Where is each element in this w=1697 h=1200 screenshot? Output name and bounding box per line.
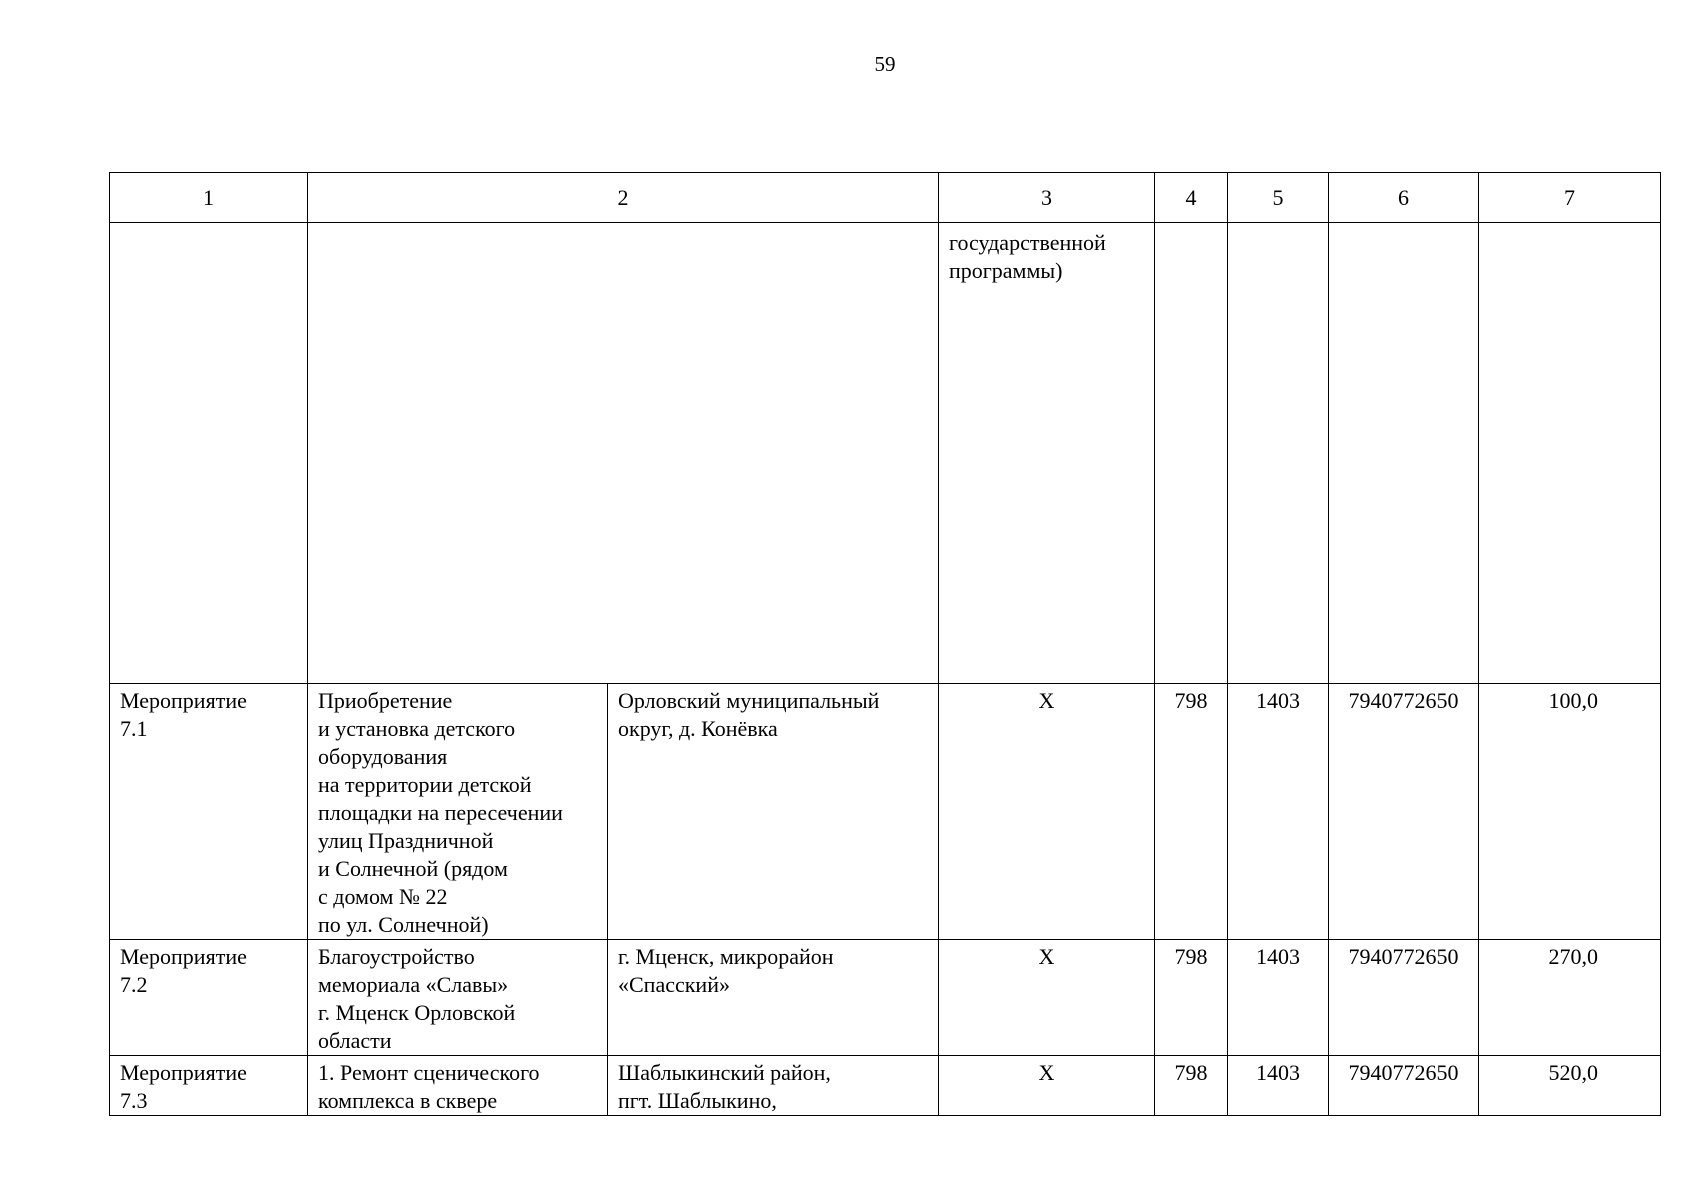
continuation-cell-2 (308, 223, 939, 684)
continuation-cell-1 (110, 223, 308, 684)
measure-col4: 798 (1155, 684, 1228, 940)
measure-description: 1. Ремонт сценического комплекса в сквере (308, 1056, 608, 1116)
measure-col6: 7940772650 (1329, 684, 1479, 940)
column-header-6: 6 (1329, 173, 1479, 223)
continuation-cell-5 (1228, 223, 1329, 684)
measure-col6: 7940772650 (1329, 1056, 1479, 1116)
measure-location: г. Мценск, микрорайон «Спасский» (608, 940, 939, 1056)
measure-col3: Х (939, 684, 1155, 940)
measure-description: Благоустройство мемориала «Славы» г. Мценск Орловской области (308, 940, 608, 1056)
measure-col7: 520,0 (1479, 1056, 1661, 1116)
page-number: 59 (874, 52, 896, 76)
measure-description: Приобретение и установка детского оборудования на территории детской площадки на пересечении улиц Праздничной и Солнечной (рядом с домом № 22 по ул. Солнечной) (308, 684, 608, 940)
measure-col5: 1403 (1228, 684, 1329, 940)
column-header-5: 5 (1228, 173, 1329, 223)
column-header-2: 2 (308, 173, 939, 223)
continuation-row (110, 223, 1661, 684)
continuation-cell-6 (1329, 223, 1479, 684)
measure-name: Мероприятие 7.3 (110, 1056, 308, 1116)
program-table (109, 172, 1661, 1116)
table-row (110, 684, 1661, 940)
measure-col6: 7940772650 (1329, 940, 1479, 1056)
measure-col3: Х (939, 940, 1155, 1056)
measure-col7: 100,0 (1479, 684, 1661, 940)
column-header-4: 4 (1155, 173, 1228, 223)
measure-col5: 1403 (1228, 1056, 1329, 1116)
continuation-cell-4 (1155, 223, 1228, 684)
continuation-cell-7 (1479, 223, 1661, 684)
measure-location: Орловский муниципальный округ, д. Конёвка (608, 684, 939, 940)
measure-name: Мероприятие 7.2 (110, 940, 308, 1056)
column-header-1: 1 (110, 173, 308, 223)
table-row (110, 940, 1661, 1056)
measure-col5: 1403 (1228, 940, 1329, 1056)
column-header-7: 7 (1479, 173, 1661, 223)
measure-col7: 270,0 (1479, 940, 1661, 1056)
measure-col3: Х (939, 1056, 1155, 1116)
continuation-cell-3: государственной программы) (939, 223, 1155, 684)
measure-name: Мероприятие 7.1 (110, 684, 308, 940)
table-row (110, 1056, 1661, 1116)
column-number-row (110, 173, 1661, 223)
measure-col4: 798 (1155, 1056, 1228, 1116)
measure-location: Шаблыкинский район, пгт. Шаблыкино, (608, 1056, 939, 1116)
measure-col4: 798 (1155, 940, 1228, 1056)
column-header-3: 3 (939, 173, 1155, 223)
